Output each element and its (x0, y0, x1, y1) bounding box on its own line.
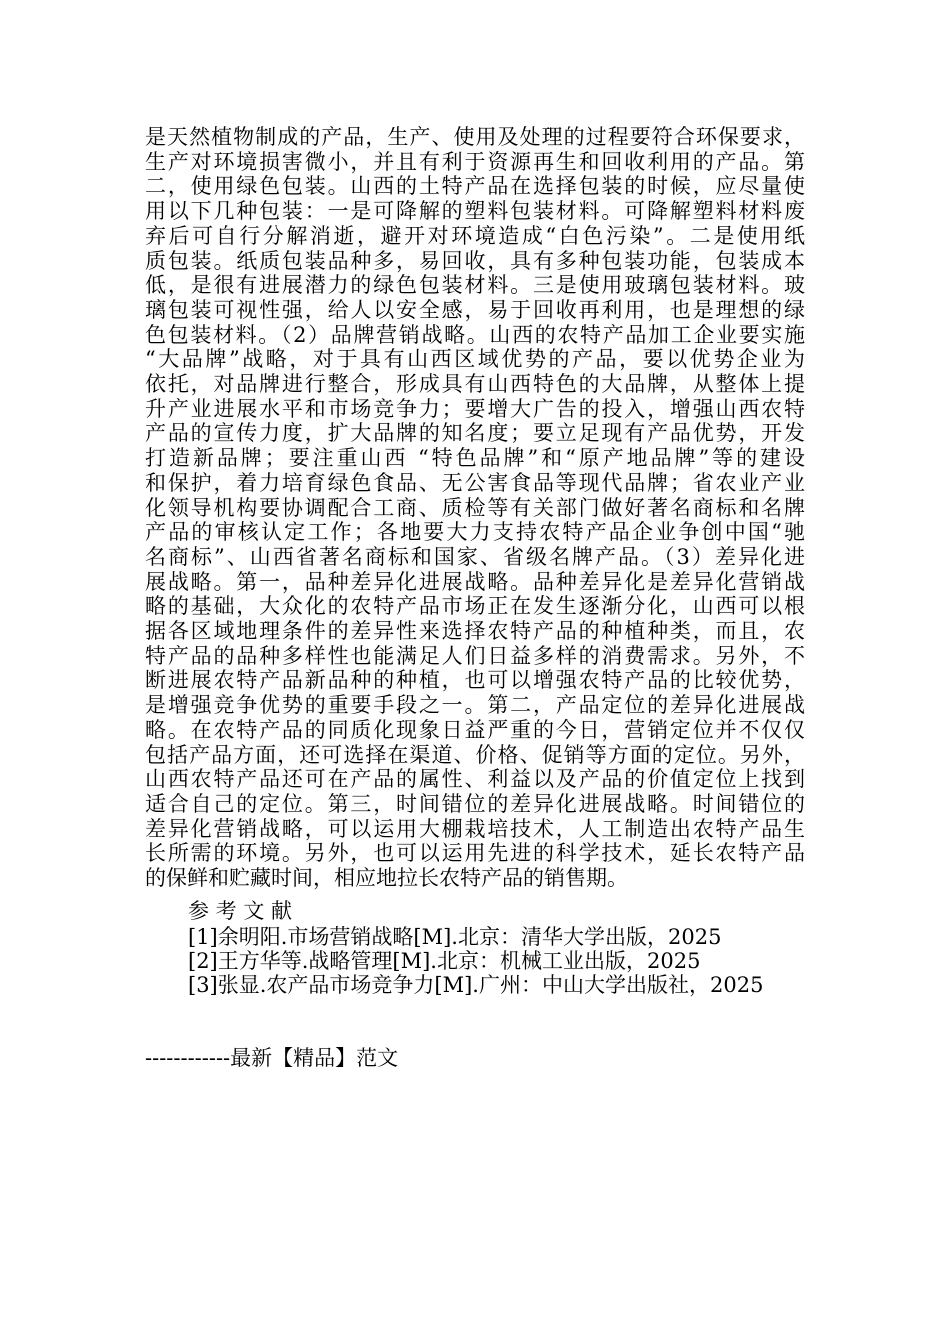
reference-item-1: [1]余明阳.市场营销战略[M].北京：清华大学出版，2025 (188, 925, 722, 949)
body-line: 的保鲜和贮藏时间，相应地拉长农特产品的销售期。 (145, 866, 628, 890)
body-line: 和保护，着力培育绿色食品、无公害食品等现代品牌；省农业产业 (145, 470, 805, 495)
body-line: 低，是很有进展潜力的绿色包装材料。三是使用玻璃包装材料。玻 (145, 273, 805, 298)
body-line: 适合自己的定位。第三，时间错位的差异化进展战略。时间错位的 (145, 791, 805, 816)
body-line: 略的基础，大众化的农特产品市场正在发生逐渐分化，山西可以根 (145, 594, 805, 619)
body-line: 差异化营销战略，可以运用大棚栽培技术，人工制造出农特产品生 (145, 816, 805, 841)
body-line: 璃包装可视性强，给人以安全感，易于回收再利用，也是理想的绿 (145, 297, 805, 322)
body-line: 山西农特产品还可在产品的属性、利益以及产品的价值定位上找到 (145, 767, 805, 792)
body-line: 展战略。第一，品种差异化进展战略。品种差异化是差异化营销战 (145, 569, 805, 594)
body-line: “大品牌”战略，对于具有山西区域优势的产品，要以优势企业为 (145, 347, 805, 372)
body-line: 断进展农特产品新品种的种植，也可以增强农特产品的比较优势， (145, 668, 805, 693)
references-heading: 参 考 文 献 (188, 899, 293, 923)
body-line: 名商标”、山西省著名商标和国家、省级名牌产品。（3）差异化进 (145, 544, 805, 569)
body-line: 长所需的环境。另外，也可以运用先进的科学技术，延长农特产品 (145, 841, 805, 866)
reference-item-3: [3]张显.农产品市场竞争力[M].广州：中山大学出版社，2025 (188, 973, 764, 997)
body-line: 打造新品牌；要注重山西 “特色品牌”和“原产地品牌”等的建设 (145, 446, 805, 471)
body-line: 弃后可自行分解消逝，避开对环境造成“白色污染”。二是使用纸 (145, 223, 805, 248)
body-line: 略。在农特产品的同质化现象日益严重的今日，营销定位并不仅仅 (145, 717, 805, 742)
body-line: 产品的宣传力度，扩大品牌的知名度；要立足现有产品优势，开发 (145, 421, 805, 446)
body-line: 二，使用绿色包装。山西的土特产品在选择包装的时候，应尽量使 (145, 174, 805, 199)
body-line: 是天然植物制成的产品，生产、使用及处理的过程要符合环保要求， (145, 125, 805, 149)
body-line: 产品的审核认定工作；各地要大力支持农特产品企业争创中国“驰 (145, 520, 805, 545)
body-line: 据各区域地理条件的差异性来选择农特产品的种植种类，而且，农 (145, 619, 805, 643)
body-line: 生产对环境损害微小，并且有利于资源再生和回收利用的产品。第 (145, 149, 805, 174)
footer-text: ------------最新【精品】范文 (145, 1046, 399, 1070)
body-line: 化领导机构要协调配合工商、质检等有关部门做好著名商标和名牌 (145, 495, 805, 520)
body-line: 升产业进展水平和市场竞争力；要增大广告的投入，增强山西农特 (145, 396, 805, 421)
body-line: 包括产品方面，还可选择在渠道、价格、促销等方面的定位。另外， (145, 742, 805, 767)
body-line: 依托，对品牌进行整合，形成具有山西特色的大品牌，从整体上提 (145, 372, 805, 396)
body-line: 是增强竞争优势的重要手段之一。第二，产品定位的差异化进展战 (145, 693, 805, 718)
reference-item-2: [2]王方华等.战略管理[M].北京：机械工业出版，2025 (188, 949, 701, 973)
body-line: 色包装材料。（2）品牌营销战略。山西的农特产品加工企业要实施 (145, 322, 805, 347)
body-line: 用以下几种包装：一是可降解的塑料包装材料。可降解塑料材料废 (145, 199, 805, 224)
body-line: 特产品的品种多样性也能满足人们日益多样的消费需求。另外，不 (145, 643, 805, 668)
body-line: 质包装。纸质包装品种多，易回收，具有多种包装功能，包装成本 (145, 248, 805, 273)
